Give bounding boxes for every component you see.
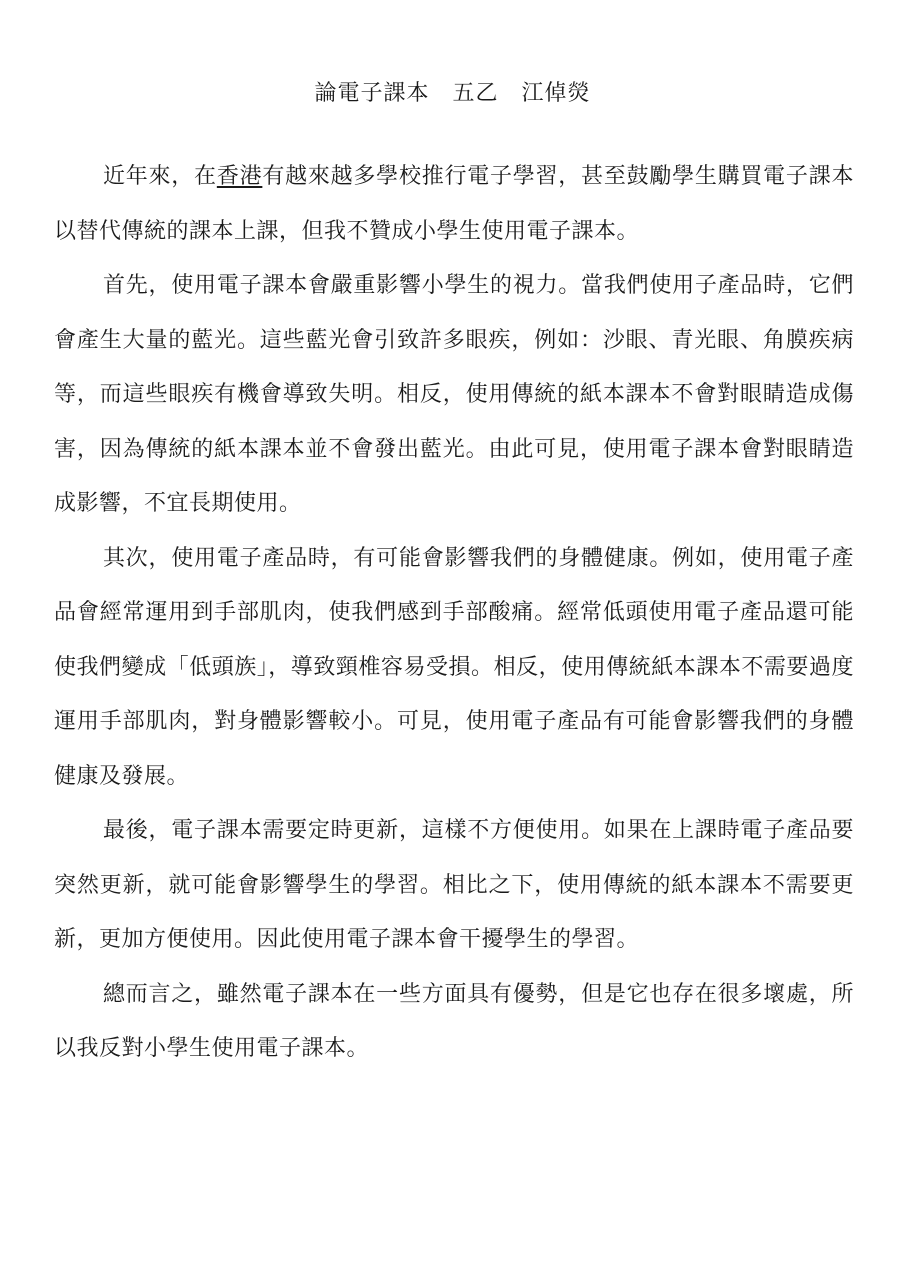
- intro-text-before: 近年來，在: [103, 164, 217, 189]
- underlined-place-name: 香港: [216, 164, 263, 189]
- paragraph-conclusion: 總而言之，雖然電子課本在一些方面具有優勢，但是它也存在很多壞處，所以我反對小學生使用電子課本。: [54, 981, 854, 1061]
- paragraph-intro: [54, 150, 854, 259]
- essay-body: [54, 150, 854, 1077]
- paragraph-first-point: 首先，使用電子課本會嚴重影響小學生的視力。當我們使用子產品時，它們會產生大量的藍光。這些藍光會引致許多眼疾，例如：沙眼、青光眼、角膜疾病等，而這些眼疾有機會導致失明。相反，使用傳統的紙本課本不會對眼睛造成傷害，因為傳統的紙本課本並不會發出藍光。由此可見，使用電子課本會對眼睛造成影響，不宜長期使用。: [54, 273, 854, 516]
- paragraph-second-point: 其次，使用電子產品時，有可能會影響我們的身體健康。例如，使用電子產品會經常運用到手部肌肉，使我們感到手部酸痛。經常低頭使用電子產品還可能使我們變成「低頭族」，導致頸椎容易受損。相反，使用傳統紙本課本不需要過度運用手部肌肉，對身體影響較小。可見，使用電子產品有可能會影響我們的身體健康及發展。: [54, 545, 854, 789]
- document-title: 論電子課本 五乙 江倬熒: [314, 81, 591, 106]
- intro-text-after: 有越來越多學校推行電子學習，甚至鼓勵學生購買電子課本以替代傳統的課本上課，但我不贊成小學生使用電子課本。: [54, 164, 854, 244]
- paragraph-third-point: 最後，電子課本需要定時更新，這樣不方便使用。如果在上課時電子產品要突然更新，就可能會影響學生的學習。相比之下，使用傳統的紙本課本不需要更新，更加方便使用。因此使用電子課本會干擾學生的學習。: [54, 818, 854, 952]
